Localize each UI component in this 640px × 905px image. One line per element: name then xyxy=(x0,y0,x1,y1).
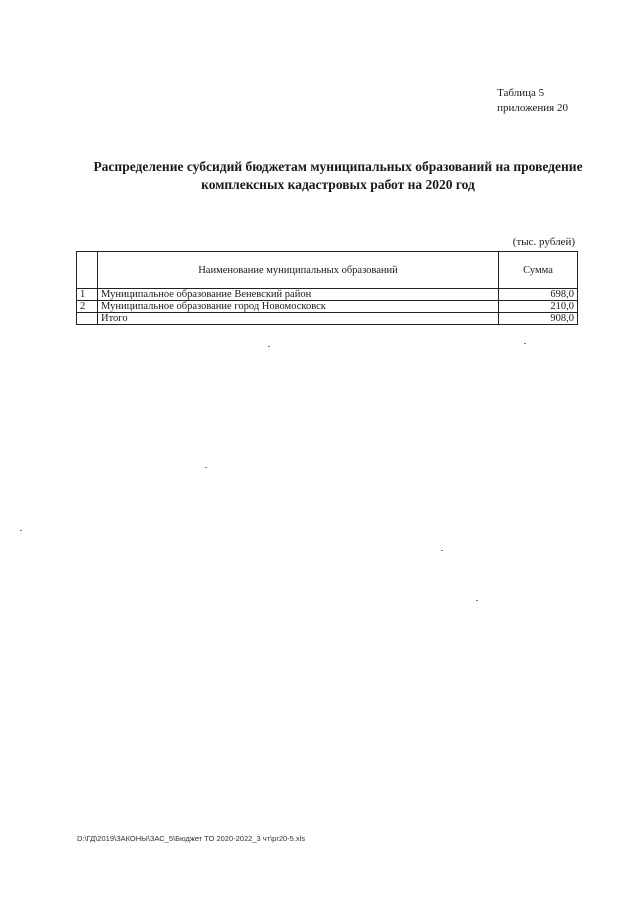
table-number-label: Таблица 5 xyxy=(497,87,545,99)
document-title xyxy=(60,158,616,194)
total-sum: 908,0 xyxy=(499,313,578,325)
row-sum: 698,0 xyxy=(499,289,578,301)
table-total-row xyxy=(77,313,578,325)
title-line-1: Распределение субсидий бюджетам муниципальных образований на проведение xyxy=(93,159,583,174)
file-path-footer: D:\ГД\2019\ЗАКОНЫ\ЗАС_5\Бюджет ТО 2020-2022_3 чт\pr20-5.xls xyxy=(77,834,306,843)
row-name: Муниципальное образование Веневский район xyxy=(98,289,499,301)
row-name: Муниципальное образование город Новомосковск xyxy=(98,301,499,313)
scan-speck xyxy=(476,600,478,601)
appendix-label: приложения 20 xyxy=(497,102,568,114)
row-sum: 210,0 xyxy=(499,301,578,313)
row-number: 1 xyxy=(77,289,98,301)
scan-speck xyxy=(441,550,443,551)
row-number xyxy=(77,313,98,325)
subsidy-table xyxy=(76,251,578,325)
table-row xyxy=(77,301,578,313)
table-annotation xyxy=(497,86,568,116)
table-row xyxy=(77,289,578,301)
scan-speck xyxy=(268,346,270,347)
column-header-number xyxy=(77,252,98,289)
total-label: Итого xyxy=(98,313,499,325)
scan-speck xyxy=(20,530,22,531)
row-number: 2 xyxy=(77,301,98,313)
column-header-name: Наименование муниципальных образований xyxy=(98,252,499,289)
table-header-row xyxy=(77,252,578,289)
scan-speck xyxy=(524,343,526,344)
column-header-sum: Сумма xyxy=(499,252,578,289)
title-line-2: комплексных кадастровых работ на 2020 год xyxy=(201,177,475,192)
scan-speck xyxy=(205,467,207,468)
units-label: (тыс. рублей) xyxy=(512,236,575,248)
